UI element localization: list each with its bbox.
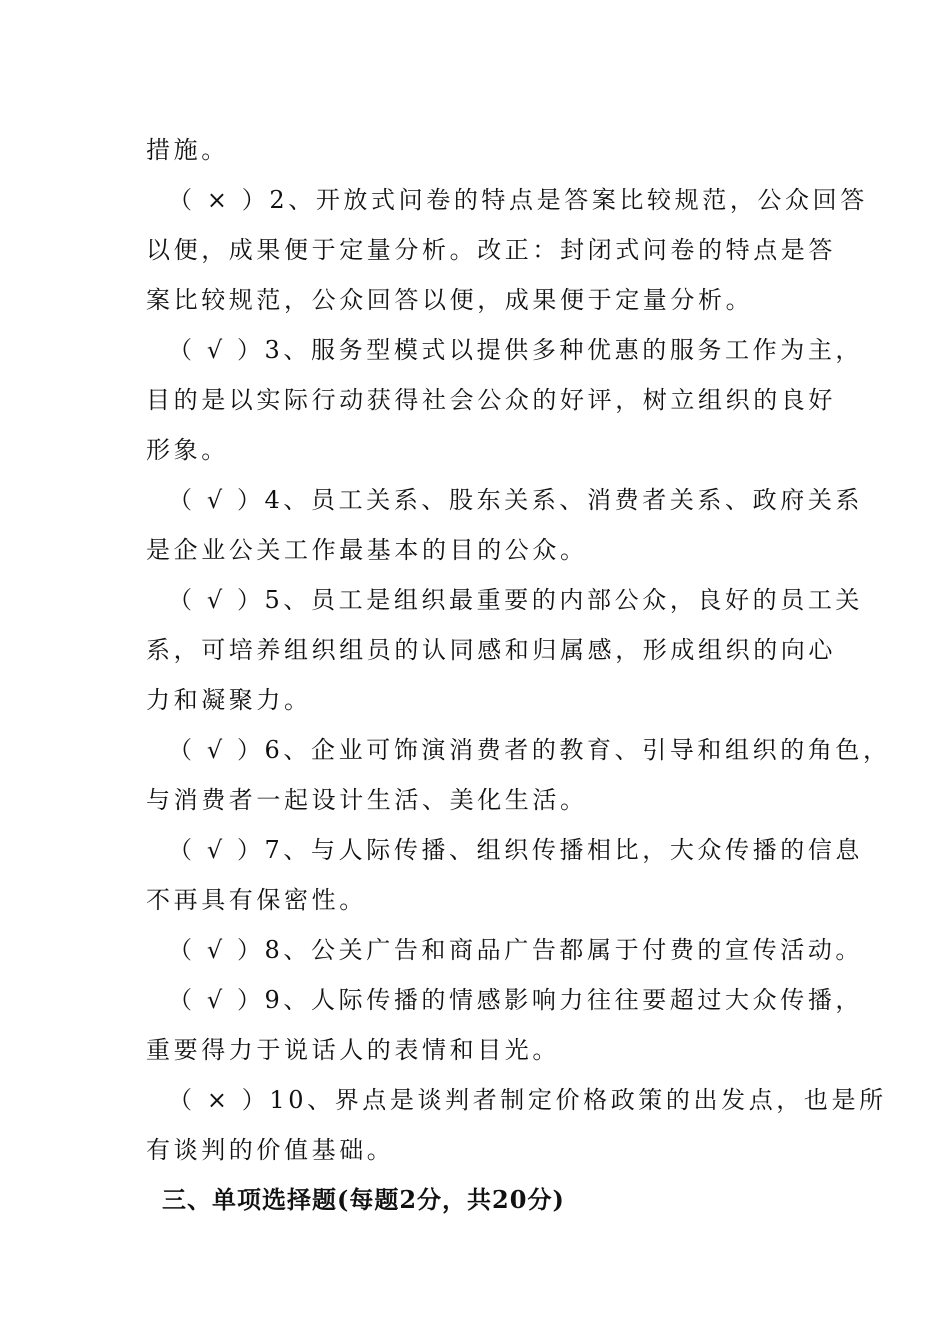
text-line: 力和凝聚力。	[146, 686, 312, 714]
text-line: 不再具有保密性。	[146, 886, 367, 914]
question-3-line: （ √ ）3、服务型模式以提供多种优惠的服务工作为主，	[168, 336, 864, 364]
question-7-line: （ √ ）7、与人际传播、组织传播相比，大众传播的信息	[168, 836, 864, 864]
text-line: 有谈判的价值基础。	[146, 1136, 395, 1164]
question-8-line: （ √ ）8、公关广告和商品广告都属于付费的宣传活动。	[168, 936, 864, 964]
question-2-line: （ × ）2、开放式问卷的特点是答案比较规范，公众回答	[168, 186, 868, 214]
text-line: 重要得力于说话人的表情和目光。	[146, 1036, 560, 1064]
text-line: 与消费者一起设计生活、美化生活。	[146, 786, 588, 814]
text-line: 以便，成果便于定量分析。改正：封闭式问卷的特点是答	[146, 236, 836, 264]
text-line: 是企业公关工作最基本的目的公众。	[146, 536, 588, 564]
question-9-line: （ √ ）9、人际传播的情感影响力往往要超过大众传播，	[168, 986, 864, 1014]
section-heading: 三、单项选择题(每题2分，共20分)	[162, 1185, 565, 1214]
text-line: 形象。	[146, 436, 229, 464]
question-4-line: （ √ ）4、员工关系、股东关系、消费者关系、政府关系	[168, 486, 864, 514]
question-10-line: （ × ）10、界点是谈判者制定价格政策的出发点，也是所	[168, 1086, 887, 1114]
text-line: 系，可培养组织组员的认同感和归属感，形成组织的向心	[146, 636, 836, 664]
question-5-line: （ √ ）5、员工是组织最重要的内部公众，良好的员工关	[168, 586, 864, 614]
text-line: 案比较规范，公众回答以便，成果便于定量分析。	[146, 286, 754, 314]
text-line: 措施。	[146, 136, 229, 164]
text-line: 目的是以实际行动获得社会公众的好评，树立组织的良好	[146, 386, 836, 414]
question-6-line: （ √ ）6、企业可饰演消费者的教育、引导和组织的角色，	[168, 736, 891, 764]
